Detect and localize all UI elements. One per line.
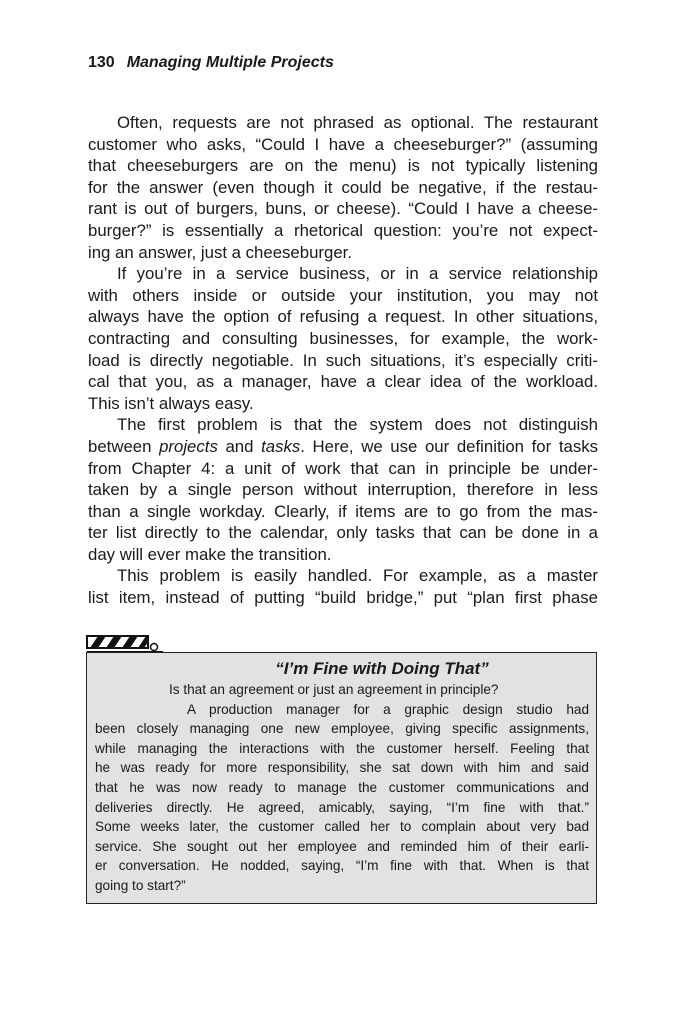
sidebar-text	[95, 680, 589, 896]
body-line: burger?” is essentially a rhetorical question: you’re not expect-	[88, 220, 598, 240]
sidebar-line: service. She sought out her employee and reminded him of their earli-	[95, 838, 589, 854]
body-text-fragment: and	[217, 436, 262, 456]
sidebar-line: er conversation. He nodded, saying, “I’m fine with that. When is that	[95, 858, 589, 874]
running-head	[88, 53, 608, 73]
body-line: than a single workday. Clearly, if items are to go from the mas-	[88, 501, 598, 521]
sidebar-line: Is that an agreement or just an agreement in principle?	[169, 682, 499, 697]
sidebar-title: “I’m Fine with Doing That”	[275, 659, 489, 678]
body-text-fragment: between	[88, 436, 160, 456]
body-line: load is directly negotiable. In such situations, it’s especially criti-	[88, 350, 598, 370]
emphasized-term: projects	[159, 436, 218, 456]
emphasized-term: tasks	[261, 436, 301, 456]
body-line: for the answer (even though it could be negative, if the restau-	[88, 177, 598, 197]
sidebar-line: A production manager for a graphic design studio had	[187, 701, 589, 717]
sidebar-line: been closely managing one new employee, giving specific assignments,	[95, 721, 589, 737]
body-text-fragment: . Here, we use our definition for tasks	[300, 436, 599, 456]
body-line: with others inside or outside your institution, you may not	[88, 285, 598, 305]
page-number: 130	[88, 54, 115, 71]
sidebar-line: while managing the interactions with the customer herself. Feeling that	[95, 740, 589, 756]
running-title: Managing Multiple Projects	[126, 54, 334, 71]
body-line: customer who asks, “Could I have a cheeseburger?” (assuming	[88, 134, 598, 154]
body-line: that cheeseburgers are on the menu) is not typically listening	[88, 156, 598, 176]
clapper-stick	[87, 636, 158, 651]
body-line: This problem is easily handled. For example, as a master	[117, 566, 598, 586]
sidebar-line: he was ready for more responsibility, she sat down with him and said	[95, 760, 589, 776]
sidebar-line: Some weeks later, the customer called her to complain about very bad	[95, 819, 589, 835]
body-line: day will ever make the transition.	[88, 544, 332, 564]
body-line: This isn’t always easy.	[88, 393, 254, 413]
body-line: cal that you, as a manager, have a clear idea of the workload.	[88, 372, 598, 392]
body-line: always have the option of refusing a request. In other situations,	[88, 307, 598, 327]
example-sidebar	[86, 652, 597, 904]
sidebar-line: deliveries directly. He agreed, amicably, saying, “I’m fine with that.”	[95, 799, 589, 815]
body-line: taken by a single person without interruption, therefore in less	[88, 480, 598, 500]
body-line: ter list directly to the calendar, only tasks that can be done in a	[88, 523, 598, 543]
body-line: The first problem is that the system does not distinguish	[117, 415, 598, 435]
body-line: rant is out of burgers, buns, or cheese). “Could I have a cheese-	[88, 199, 598, 219]
body-text	[88, 112, 598, 609]
body-line: Often, requests are not phrased as optional. The restaurant	[117, 113, 598, 132]
sidebar-line: that he was now ready to manage the customer communications and	[95, 779, 589, 795]
body-line: contracting and consulting businesses, for example, the work-	[88, 328, 598, 348]
sidebar-line: going to start?”	[95, 877, 186, 893]
body-line: list item, instead of putting “build bridge,” put “plan first phase	[88, 588, 598, 608]
body-line: If you’re in a service business, or in a service relationship	[117, 264, 598, 284]
body-line: from Chapter 4: a unit of work that can in principle be under-	[88, 458, 598, 478]
body-line	[88, 436, 598, 458]
body-line: ing an answer, just a cheeseburger.	[88, 242, 353, 262]
